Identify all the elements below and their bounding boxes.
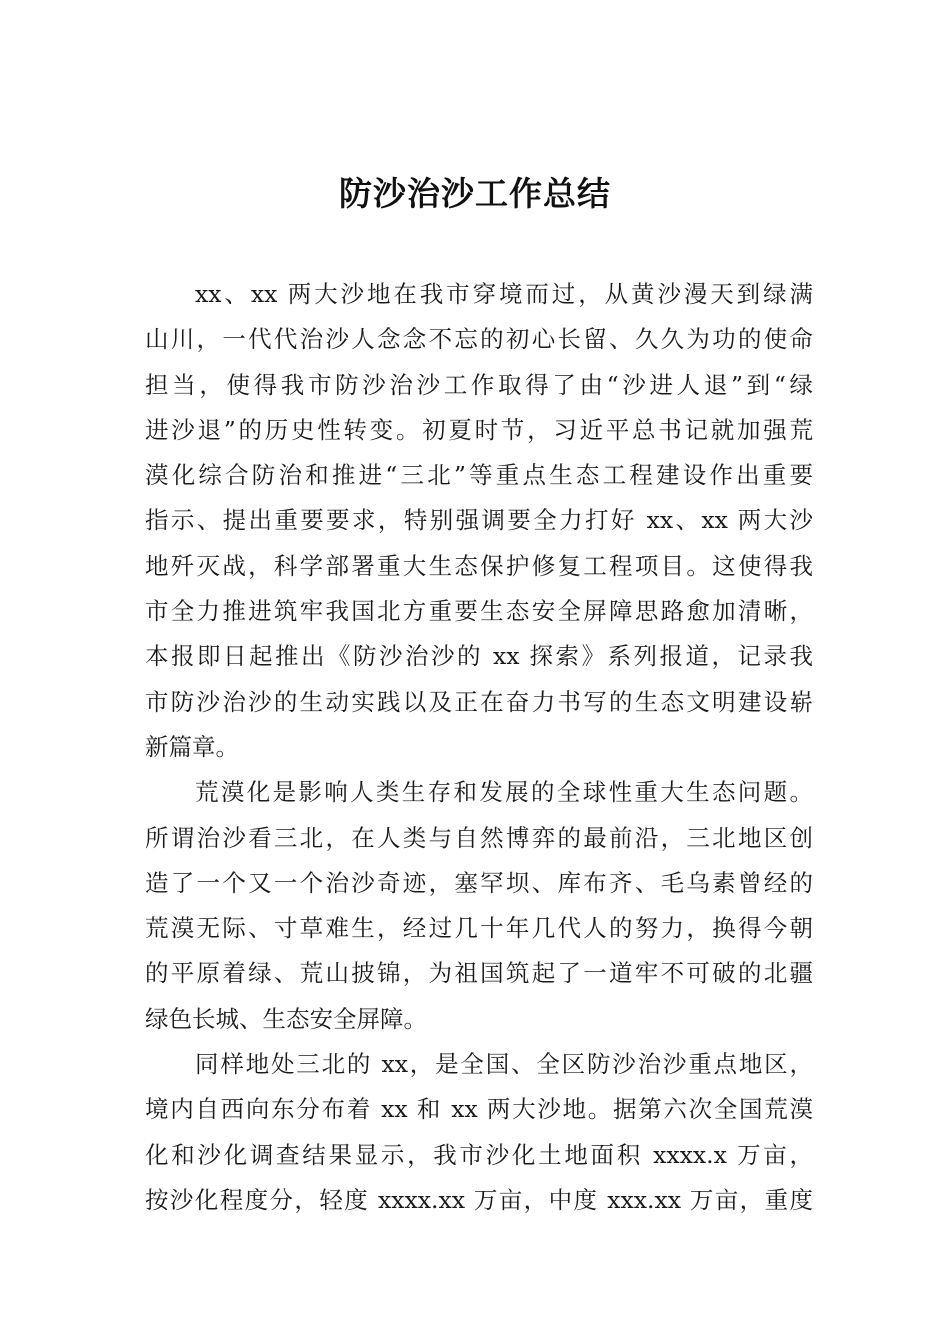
text-line: 市全力推进筑牢我国北方重要生态安全屏障思路愈加清晰， <box>145 597 813 626</box>
document-body <box>145 272 813 1223</box>
text-line: 市防沙治沙的生动实践以及正在奋力书写的生态文明建设崭 <box>145 687 813 716</box>
text-line: xx、xx 两大沙地在我市穿境而过，从黄沙漫天到绿满 <box>195 280 813 308</box>
text-line: 荒漠无际、寸草难生，经过几十年几代人的努力，换得今朝 <box>145 914 813 943</box>
text-line: 化和沙化调查结果显示，我市沙化土地面积 xxxx.x 万亩， <box>145 1140 813 1169</box>
text-line: 地歼灭战，科学部署重大生态保护修复工程项目。这使得我 <box>145 551 813 580</box>
text-line: 山川，一代代治沙人念念不忘的初心长留、久久为功的使命 <box>145 325 813 354</box>
text-line: 所谓治沙看三北，在人类与自然博弈的最前沿，三北地区创 <box>145 823 813 852</box>
text-line: 新篇章。 <box>145 732 239 761</box>
text-line: 的平原着绿、荒山披锦，为祖国筑起了一道牢不可破的北疆 <box>145 959 813 988</box>
paragraph-3 <box>145 1042 813 1223</box>
text-line: 造了一个又一个治沙奇迹，塞罕坝、库布齐、毛乌素曾经的 <box>145 868 813 897</box>
text-line: 按沙化程度分，轻度 xxxx.xx 万亩，中度 xxx.xx 万亩，重度 <box>145 1185 813 1214</box>
text-line: 进沙退”的历史性转变。初夏时节，习近平总书记就加强荒 <box>145 415 813 444</box>
text-line: 绿色长城、生态安全屏障。 <box>145 1004 427 1033</box>
text-line: 指示、提出重要要求，特别强调要全力打好 xx、xx 两大沙 <box>145 506 813 535</box>
text-line: 境内自西向东分布着 xx 和 xx 两大沙地。据第六次全国荒漠 <box>145 1095 813 1124</box>
document-title: 防沙治沙工作总结 <box>339 174 611 213</box>
text-line: 漠化综合防治和推进“三北”等重点生态工程建设作出重要 <box>145 461 813 490</box>
text-line: 同样地处三北的 xx，是全国、全区防沙治沙重点地区， <box>195 1050 813 1079</box>
paragraph-1 <box>145 272 813 770</box>
text-line: 本报即日起推出《防沙治沙的 xx 探索》系列报道，记录我 <box>145 642 813 671</box>
text-line: 担当，使得我市防沙治沙工作取得了由“沙进人退”到“绿 <box>145 370 813 399</box>
paragraph-2 <box>145 770 813 1042</box>
text-line: 荒漠化是影响人类生存和发展的全球性重大生态问题。 <box>195 778 813 807</box>
